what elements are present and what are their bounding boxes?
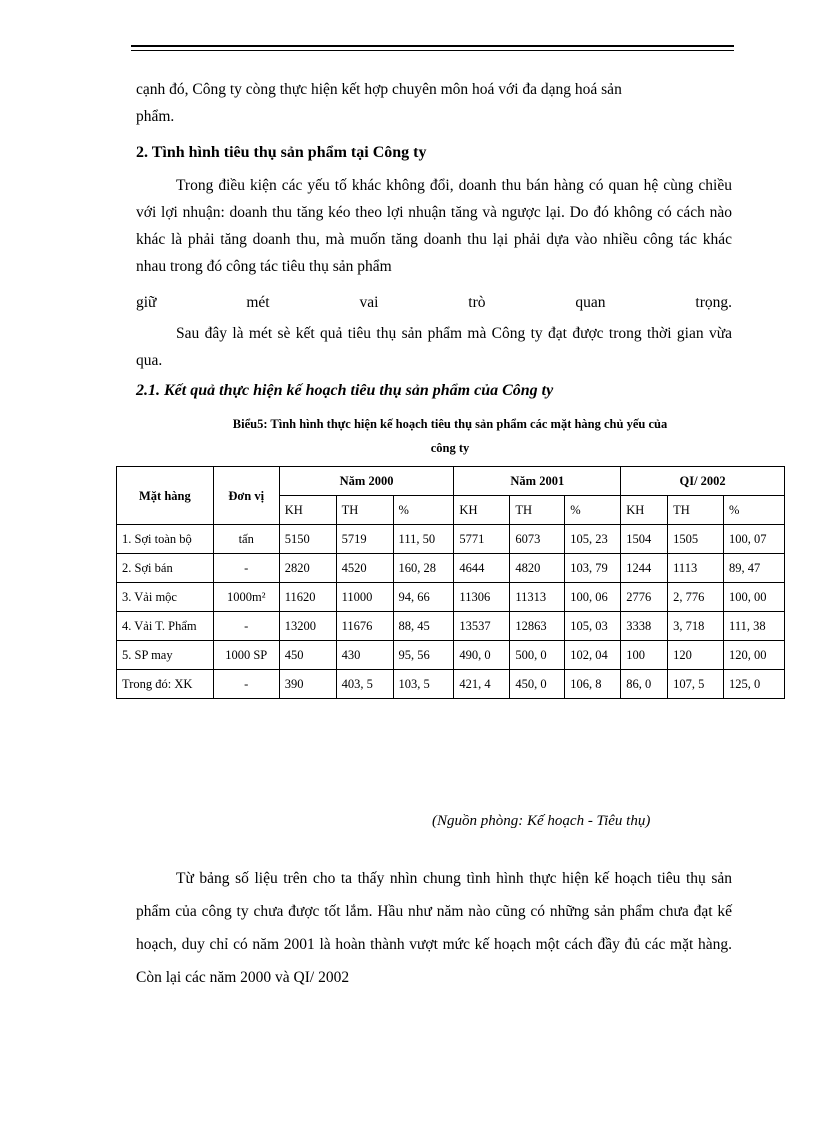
paragraph-1-text: Trong điều kiện các yếu tố khác không đổi, doanh thu bán hàng có quan hệ cùng chiều với lợi nhuận: doanh thu tăng kéo theo lợi nhuận tăng và ngược lại. Do đó không có cách nào khác là phải tăng doanh thu, mà muốn tăng doanh thu lại phải dựa vào nhiều công tác khác nhau trong đó công tác tiêu thụ sản phẩm — [136, 177, 732, 275]
cell-value: 490, 0 — [454, 641, 510, 670]
word: quan — [575, 294, 606, 311]
header-unit: Đơn vị — [213, 467, 279, 525]
cell-item: 4. Vải T. Phẩm — [117, 612, 214, 641]
cell-value: 2, 776 — [668, 583, 724, 612]
subheader-th: TH — [668, 496, 724, 525]
table-row — [117, 612, 785, 641]
intro-line-2: phẩm. — [136, 108, 175, 125]
cell-value: 95, 56 — [393, 641, 454, 670]
cell-value: 4820 — [510, 554, 565, 583]
cell-value: 11313 — [510, 583, 565, 612]
table-row — [117, 554, 785, 583]
paragraph-2: Sau đây là mét sè kết quả tiêu thụ sản phẩm mà Công ty đạt được trong thời gian vừa qua. — [136, 325, 732, 369]
section-2-1-heading: 2.1. Kết quả thực hiện kế hoạch tiêu thụ sản phẩm của Công ty — [136, 382, 554, 399]
table-source: (Nguồn phòng: Kế hoạch - Tiêu thụ) — [432, 813, 651, 829]
table-row — [117, 525, 785, 554]
header-rule-thick — [131, 45, 734, 47]
word: trò — [468, 294, 486, 311]
cell-value: 120 — [668, 641, 724, 670]
cell-value: 103, 5 — [393, 670, 454, 699]
cell-value: 5771 — [454, 525, 510, 554]
cell-item: 5. SP may — [117, 641, 214, 670]
subheader-pct: % — [393, 496, 454, 525]
cell-value: 5150 — [279, 525, 336, 554]
word: mét — [246, 294, 270, 311]
cell-value: 11000 — [336, 583, 393, 612]
cell-value: 100, 00 — [724, 583, 785, 612]
cell-value: 106, 8 — [565, 670, 621, 699]
section-2-heading: 2. Tình hình tiêu thụ sản phẩm tại Công ty — [136, 144, 427, 161]
subheader-pct: % — [724, 496, 785, 525]
cell-value: 100 — [621, 641, 668, 670]
cell-value: 5719 — [336, 525, 393, 554]
cell-value: 2820 — [279, 554, 336, 583]
table-row — [117, 583, 785, 612]
cell-value: 100, 06 — [565, 583, 621, 612]
word: trọng. — [695, 294, 732, 311]
subheader-kh: KH — [454, 496, 510, 525]
cell-unit: 1000m² — [213, 583, 279, 612]
cell-value: 120, 00 — [724, 641, 785, 670]
cell-value: 13537 — [454, 612, 510, 641]
cell-value: 4644 — [454, 554, 510, 583]
subheader-th: TH — [510, 496, 565, 525]
cell-value: 111, 38 — [724, 612, 785, 641]
cell-value: 94, 66 — [393, 583, 454, 612]
cell-value: 1505 — [668, 525, 724, 554]
header-period: Năm 2001 — [454, 467, 621, 496]
cell-value: 403, 5 — [336, 670, 393, 699]
paragraph-1 — [136, 172, 732, 280]
subheader-kh: KH — [621, 496, 668, 525]
header-rule-thin — [131, 50, 734, 51]
cell-value: 1113 — [668, 554, 724, 583]
cell-value: 88, 45 — [393, 612, 454, 641]
cell-value: 160, 28 — [393, 554, 454, 583]
cell-unit: tấn — [213, 525, 279, 554]
table-caption-line-1: Biểu5: Tình hình thực hiện kế hoạch tiêu thụ sản phẩm các mặt hàng chủ yếu của — [232, 417, 668, 431]
word: vai — [359, 294, 379, 311]
table-row — [117, 670, 785, 699]
cell-value: 105, 23 — [565, 525, 621, 554]
header-period: QI/ 2002 — [621, 467, 785, 496]
cell-value: 6073 — [510, 525, 565, 554]
cell-value: 390 — [279, 670, 336, 699]
cell-value: 13200 — [279, 612, 336, 641]
cell-value: 11620 — [279, 583, 336, 612]
cell-item: 3. Vải mộc — [117, 583, 214, 612]
cell-unit: - — [213, 670, 279, 699]
cell-value: 1504 — [621, 525, 668, 554]
cell-item: Trong đó: XK — [117, 670, 214, 699]
table-body — [117, 525, 785, 699]
table-row — [117, 641, 785, 670]
cell-value: 2776 — [621, 583, 668, 612]
table-header-row — [117, 467, 785, 496]
cell-value: 86, 0 — [621, 670, 668, 699]
cell-value: 421, 4 — [454, 670, 510, 699]
cell-value: 125, 0 — [724, 670, 785, 699]
subheader-th: TH — [336, 496, 393, 525]
sales-plan-table — [116, 466, 785, 699]
cell-unit: - — [213, 554, 279, 583]
subheader-pct: % — [565, 496, 621, 525]
cell-value: 107, 5 — [668, 670, 724, 699]
cell-unit: 1000 SP — [213, 641, 279, 670]
cell-value: 450, 0 — [510, 670, 565, 699]
word: giữ — [136, 294, 157, 311]
cell-item: 2. Sợi bán — [117, 554, 214, 583]
paragraph-1-last-line — [136, 289, 732, 316]
cell-value: 102, 04 — [565, 641, 621, 670]
cell-value: 105, 03 — [565, 612, 621, 641]
cell-value: 4520 — [336, 554, 393, 583]
header-item: Mặt hàng — [117, 467, 214, 525]
cell-value: 450 — [279, 641, 336, 670]
cell-value: 11306 — [454, 583, 510, 612]
cell-value: 89, 47 — [724, 554, 785, 583]
cell-value: 111, 50 — [393, 525, 454, 554]
cell-value: 430 — [336, 641, 393, 670]
intro-line-1: cạnh đó, Công ty còng thực hiện kết hợp chuyên môn hoá với đa dạng hoá sản — [136, 81, 622, 98]
subheader-kh: KH — [279, 496, 336, 525]
cell-unit: - — [213, 612, 279, 641]
paragraph-3: Từ bảng số liệu trên cho ta thấy nhìn chung tình hình thực hiện kế hoạch tiêu thụ sản phẩm của công ty chưa được tốt lắm. Hầu như năm nào cũng có những sản phẩm chưa đạt kế hoạch, duy chỉ có năm 2001 là hoàn thành vượt mức kế hoạch một cách đầy đủ các mặt hàng. Còn lại các năm 2000 và QI/ 2002 — [136, 870, 732, 986]
cell-value: 12863 — [510, 612, 565, 641]
header-period: Năm 2000 — [279, 467, 454, 496]
intro-paragraph — [136, 76, 732, 130]
cell-value: 1244 — [621, 554, 668, 583]
cell-item: 1. Sợi toàn bộ — [117, 525, 214, 554]
cell-value: 3338 — [621, 612, 668, 641]
cell-value: 103, 79 — [565, 554, 621, 583]
cell-value: 11676 — [336, 612, 393, 641]
cell-value: 100, 07 — [724, 525, 785, 554]
cell-value: 3, 718 — [668, 612, 724, 641]
table-caption-line-2: công ty — [430, 441, 470, 455]
cell-value: 500, 0 — [510, 641, 565, 670]
table-caption — [150, 412, 750, 460]
